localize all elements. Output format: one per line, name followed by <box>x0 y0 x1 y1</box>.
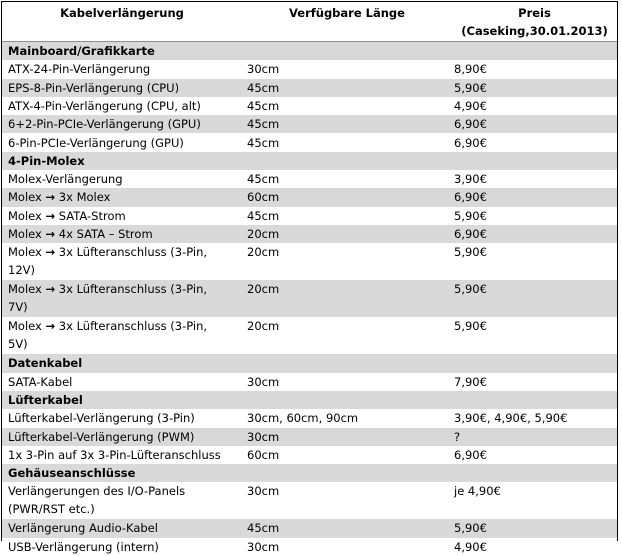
cable-length: 45cm <box>247 98 280 113</box>
section-title: Datenkabel <box>8 356 83 371</box>
cable-name-line2: 5V) <box>8 337 28 352</box>
cable-name <box>8 317 240 353</box>
section-row <box>2 391 617 409</box>
cable-length: 60cm <box>247 190 280 205</box>
cable-price: 7,90€ <box>454 374 487 389</box>
table-row <box>2 79 617 97</box>
cable-name-text: Verlängerung Audio-Kabel <box>8 521 158 536</box>
cable-name-source: Molex <box>8 245 46 260</box>
arrow-right-icon: → <box>45 208 56 223</box>
cable-name <box>8 134 240 152</box>
cable-price: 6,90€ <box>454 117 487 132</box>
cable-price: 4,90€ <box>454 98 487 113</box>
table-row <box>2 373 617 391</box>
cable-price: 6,90€ <box>454 135 487 150</box>
cable-name <box>8 207 240 225</box>
cable-name-text: ATX-24-Pin-Verlängerung <box>8 62 151 77</box>
cable-name <box>8 225 240 243</box>
section-row <box>2 464 617 482</box>
cable-name-text: Molex-Verlängerung <box>8 172 123 187</box>
table-row <box>2 170 617 188</box>
cable-length: 45cm <box>247 172 280 187</box>
section-row <box>2 42 617 60</box>
cable-name-line2: 7V) <box>8 300 28 315</box>
cable-length: 45cm <box>247 80 280 95</box>
section-title: Gehäuseanschlüsse <box>8 466 136 481</box>
cable-name-text: 1x 3-Pin auf 3x 3-Pin-Lüfteranschluss <box>8 447 221 462</box>
cable-name-source: Molex <box>8 208 46 223</box>
cable-extension-table <box>1 1 618 554</box>
section-row <box>2 152 617 170</box>
header-kabelverlaengerung: Kabelverlängerung <box>60 6 184 20</box>
cable-price: 5,90€ <box>454 521 487 536</box>
arrow-right-icon: → <box>45 227 56 241</box>
cable-price: 5,90€ <box>454 208 487 223</box>
cable-price: 3,90€ <box>454 172 487 187</box>
table-row <box>2 409 617 427</box>
cable-length: 30cm <box>247 374 280 389</box>
cable-length: 60cm <box>247 447 280 462</box>
table-row <box>2 207 617 225</box>
cable-price: 6,90€ <box>454 227 487 241</box>
table-row <box>2 115 617 133</box>
section-row <box>2 354 617 372</box>
header-verfuegbare-laenge: Verfügbare Länge <box>289 6 405 20</box>
table-row <box>2 97 617 115</box>
table-row <box>2 428 617 446</box>
cable-name <box>8 243 240 279</box>
cable-price: je 4,90€ <box>454 484 501 499</box>
header-preis-source: (Caseking,30.01.2013) <box>461 24 608 38</box>
cable-price: 6,90€ <box>454 190 487 205</box>
cable-name-text: USB-Verlängerung (intern) <box>8 539 159 554</box>
arrow-right-icon: → <box>45 190 56 205</box>
section-title: Mainboard/Grafikkarte <box>8 44 155 58</box>
cable-name-source: Molex <box>8 190 46 205</box>
cable-price: 8,90€ <box>454 62 487 77</box>
cable-name-text: EPS-8-Pin-Verlängerung (CPU) <box>8 80 180 95</box>
header-preis-label: Preis <box>518 6 551 20</box>
cable-length: 30cm <box>247 539 280 554</box>
cable-length: 45cm <box>247 117 280 132</box>
cable-name <box>8 519 240 537</box>
cable-name-text: 6+2-Pin-PCIe-Verlängerung (GPU) <box>8 117 201 132</box>
table-row <box>2 188 617 206</box>
cable-price: 3,90€, 4,90€, 5,90€ <box>454 411 568 426</box>
cable-length: 30cm <box>247 62 280 77</box>
table-row <box>2 317 617 354</box>
arrow-right-icon: → <box>45 282 56 297</box>
cable-name-line2: 12V) <box>8 263 35 278</box>
cable-name <box>8 115 240 133</box>
cable-name-target: 3x Lüfteranschluss (3-Pin, <box>55 319 208 334</box>
cable-name-text: 6-Pin-PCIe-Verlängerung (GPU) <box>8 135 184 150</box>
table-row <box>2 134 617 152</box>
arrow-right-icon: → <box>45 319 56 334</box>
cable-length: 20cm <box>247 319 280 334</box>
cable-length: 20cm <box>247 245 280 260</box>
cable-name-target: 3x Lüfteranschluss (3-Pin, <box>55 282 208 297</box>
table-row <box>2 519 617 537</box>
cable-length: 45cm <box>247 208 280 223</box>
cable-name <box>8 60 240 78</box>
cable-name <box>8 446 240 464</box>
table-row <box>2 280 617 317</box>
cable-name-text: Lüfterkabel-Verlängerung (PWM) <box>8 429 195 444</box>
cable-length: 45cm <box>247 135 280 150</box>
table-row <box>2 446 617 464</box>
cable-name-text: Verlängerungen des I/O-Panels <box>8 484 186 499</box>
cable-length: 30cm <box>247 484 280 499</box>
cable-name-target: 3x Lüfteranschluss (3-Pin, <box>55 245 208 260</box>
cable-name-text: ATX-4-Pin-Verlängerung (CPU, alt) <box>8 98 201 113</box>
cable-length: 20cm <box>247 227 280 241</box>
cable-name-target: 4x SATA – Strom <box>55 227 153 241</box>
table-row <box>2 60 617 78</box>
cable-price: 5,90€ <box>454 282 487 297</box>
cable-name-source: Molex <box>8 227 46 241</box>
cable-name-text: SATA-Kabel <box>8 374 73 389</box>
section-title: 4-Pin-Molex <box>8 153 85 168</box>
cable-price: 4,90€ <box>454 539 487 554</box>
arrow-right-icon: → <box>45 245 56 260</box>
cable-name-source: Molex <box>8 319 46 334</box>
table-header <box>2 2 617 42</box>
cable-price: 5,90€ <box>454 80 487 95</box>
table-row <box>2 243 617 280</box>
table-row <box>2 482 617 519</box>
cable-name-source: Molex <box>8 282 46 297</box>
cable-name <box>8 409 240 427</box>
cable-name-line2: (PWR/RST etc.) <box>8 502 95 517</box>
cable-length: 20cm <box>247 282 280 297</box>
cable-name <box>8 482 240 518</box>
header-preis <box>452 2 617 40</box>
section-title: Lüfterkabel <box>8 392 83 407</box>
cable-name <box>8 280 240 316</box>
cable-price: 5,90€ <box>454 319 487 334</box>
cable-name <box>8 97 240 115</box>
cable-price: 5,90€ <box>454 245 487 260</box>
cable-price: ? <box>454 429 461 444</box>
cable-name-target: 3x Molex <box>55 190 111 205</box>
cable-name-target: SATA-Strom <box>55 208 126 223</box>
cable-name <box>8 373 240 391</box>
cable-name <box>8 170 240 188</box>
cable-price: 6,90€ <box>454 447 487 462</box>
cable-name <box>8 538 240 556</box>
table-row <box>2 538 617 556</box>
cable-name <box>8 428 240 446</box>
cable-length: 30cm, 60cm, 90cm <box>247 411 359 426</box>
cable-name <box>8 188 240 206</box>
cable-length: 45cm <box>247 521 280 536</box>
cable-length: 30cm <box>247 429 280 444</box>
table-row <box>2 225 617 243</box>
cable-name-text: Lüfterkabel-Verlängerung (3-Pin) <box>8 411 195 426</box>
cable-name <box>8 79 240 97</box>
